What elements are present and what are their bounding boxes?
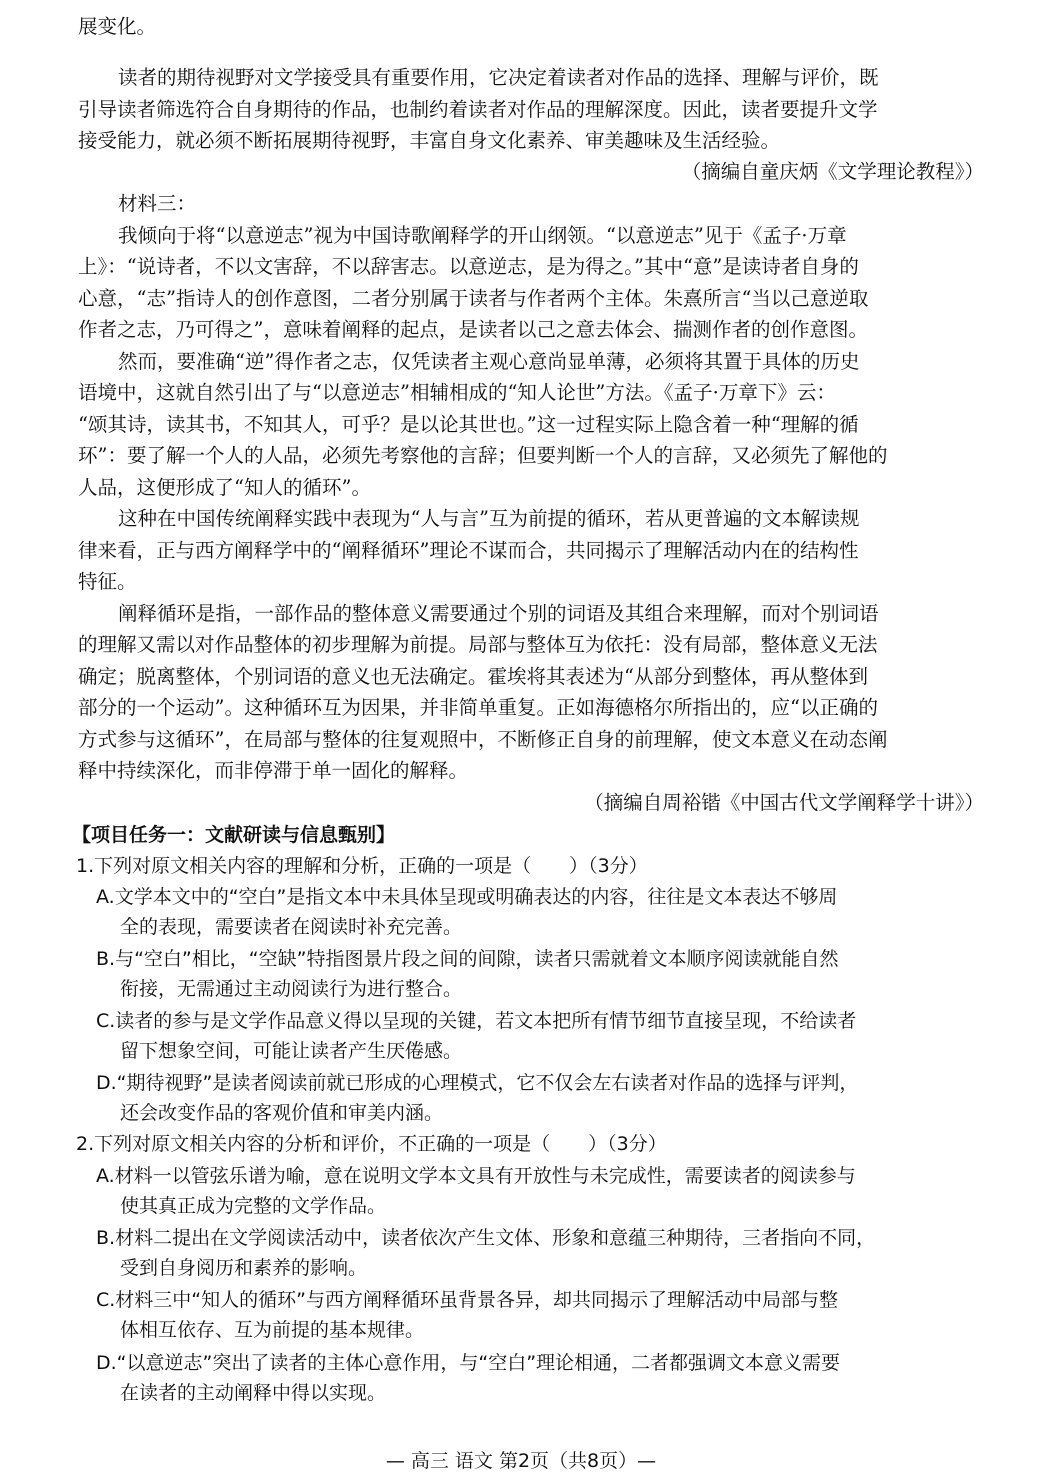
text-line: 引导读者筛选符合自身期待的作品，也制约着读者对作品的理解深度。因此，读者要提升文学 bbox=[78, 98, 878, 121]
text-line: 作者之志，乃可得之”，意味着阐释的起点，是读者以己之意去体会、揣测作者的创作意图。 bbox=[78, 318, 868, 341]
section-heading: 【项目任务一：文献研读与信息甄别】 bbox=[72, 824, 396, 846]
text-line: 阐释循环是指，一部作品的整体意义需要通过个别的词语及其组合来理解，而对个别词语 bbox=[118, 602, 879, 625]
option-a-cont: 全的表现，需要读者在阅读时补充完善。 bbox=[120, 916, 463, 938]
source-citation: （摘编自周裕锴《中国古代文学阐释学十讲》） bbox=[584, 791, 984, 814]
option-a[interactable]: A.材料一以管弦乐谱为喻，意在说明文学本文具有开放性与未完成性，需要读者的阅读参与 bbox=[96, 1165, 856, 1187]
text-line: 环”：要了解一个人的人品，必须先考察他的言辞；但要判断一个人的言辞，又必须先了解他的 bbox=[78, 444, 888, 467]
text-line: 上》：“说诗者，不以文害辞，不以辞害志。以意逆志，是为得之。”其中“意”是读诗者自身的 bbox=[78, 255, 859, 278]
text-line: 的理解又需以对作品整体的初步理解为前提。局部与整体互为依托：没有局部，整体意义无法 bbox=[78, 633, 878, 656]
text-line: 部分的一个运动”。这种循环互为因果，并非简单重复。正如海德格尔所指出的，应“以正确的 bbox=[78, 696, 878, 719]
option-a[interactable]: A.文学本文中的“空白”是指文本中未具体呈现或明确表达的内容，往往是文本表达不够周 bbox=[96, 886, 838, 908]
option-d-cont: 在读者的主动阐释中得以实现。 bbox=[120, 1382, 387, 1404]
source-citation: （摘编自童庆炳《文学理论教程》） bbox=[681, 160, 984, 183]
text-line: 特征。 bbox=[78, 570, 137, 593]
option-b-cont: 受到自身阅历和素养的影响。 bbox=[120, 1257, 368, 1279]
page-footer: — 高三 语文 第2页（共8页）— bbox=[385, 1450, 657, 1472]
option-b[interactable]: B.与“空白”相比，“空缺”特指图景片段之间的间隙，读者只需就着文本顺序阅读就能自然 bbox=[96, 948, 839, 970]
text-line: 读者的期待视野对文学接受具有重要作用，它决定着读者对作品的选择、理解与评价，既 bbox=[118, 66, 879, 89]
option-b-cont: 衔接，无需通过主动阅读行为进行整合。 bbox=[120, 978, 463, 1000]
text-line: 这种在中国传统阐释实践中表现为“人与言”互为前提的循环，若从更普遍的文本解读规 bbox=[118, 507, 860, 530]
text-line: 展变化。 bbox=[78, 15, 157, 38]
option-d[interactable]: D.“期待视野”是读者阅读前就已形成的心理模式，它不仅会左右读者对作品的选择与评判， bbox=[96, 1072, 859, 1094]
option-d[interactable]: D.“以意逆志”突出了读者的主体心意作用，与“空白”理论相通，二者都强调文本意义需要 bbox=[96, 1352, 841, 1374]
text-line: 律来看，正与西方阐释学中的“阐释循环”理论不谋而合，共同揭示了理解活动内在的结构性 bbox=[78, 539, 859, 562]
text-line: 我倾向于将“以意逆志”视为中国诗歌阐释学的开山纲领。“以意逆志”见于《孟子·万章 bbox=[118, 224, 847, 247]
question-stem: 2.下列对原文相关内容的分析和评价，不正确的一项是（ ）（3分） bbox=[76, 1133, 667, 1155]
option-c-cont: 体相互依存、互为前提的基本规律。 bbox=[120, 1319, 425, 1341]
material-heading: 材料三： bbox=[118, 192, 197, 215]
text-line: 语境中，这就自然引出了与“以意逆志”相辅相成的“知人论世”方法。《孟子·万章下》云： bbox=[78, 381, 836, 404]
text-line: 然而，要准确“逆”得作者之志，仅凭读者主观心意尚显单薄，必须将其置于具体的历史 bbox=[118, 350, 860, 373]
text-line: 接受能力，就必须不断拓展期待视野，丰富自身文化素养、审美趣味及生活经验。 bbox=[78, 129, 781, 152]
text-line: 方式参与这循环”，在局部与整体的往复观照中，不断修正自身的前理解，使文本意义在动态阐 bbox=[78, 728, 888, 751]
option-d-cont: 还会改变作品的客观价值和审美内涵。 bbox=[120, 1102, 444, 1124]
option-c[interactable]: C.材料三中“知人的循环”与西方阐释循环虽背景各异，却共同揭示了理解活动中局部与整 bbox=[96, 1289, 838, 1311]
text-line: 心意，“志”指诗人的创作意图，二者分别属于读者与作者两个主体。朱熹所言“当以己意逆取 bbox=[78, 287, 869, 310]
text-line: 人品，这便形成了“知人的循环”。 bbox=[78, 476, 371, 499]
option-a-cont: 使其真正成为完整的文学作品。 bbox=[120, 1195, 387, 1217]
option-c[interactable]: C.读者的参与是文学作品意义得以呈现的关键，若文本把所有情节细节直接呈现，不给读者 bbox=[96, 1010, 857, 1032]
text-line: “颂其诗，读其书，不知其人，可乎？是以论其世也。”这一过程实际上隐含着一种“理解的循 bbox=[78, 413, 859, 436]
option-b[interactable]: B.材料二提出在文学阅读活动中，读者依次产生文体、形象和意蕴三种期待，三者指向不同， bbox=[96, 1227, 876, 1249]
text-line: 释中持续深化，而非停滞于单一固化的解释。 bbox=[78, 759, 469, 782]
text-line: 确定；脱离整体，个别词语的意义也无法确定。霍埃将其表述为“从部分到整体，再从整体到 bbox=[78, 665, 868, 688]
option-c-cont: 留下想象空间，可能让读者产生厌倦感。 bbox=[120, 1040, 463, 1062]
question-stem: 1.下列对原文相关内容的理解和分析，正确的一项是（ ）（3分） bbox=[76, 855, 648, 877]
